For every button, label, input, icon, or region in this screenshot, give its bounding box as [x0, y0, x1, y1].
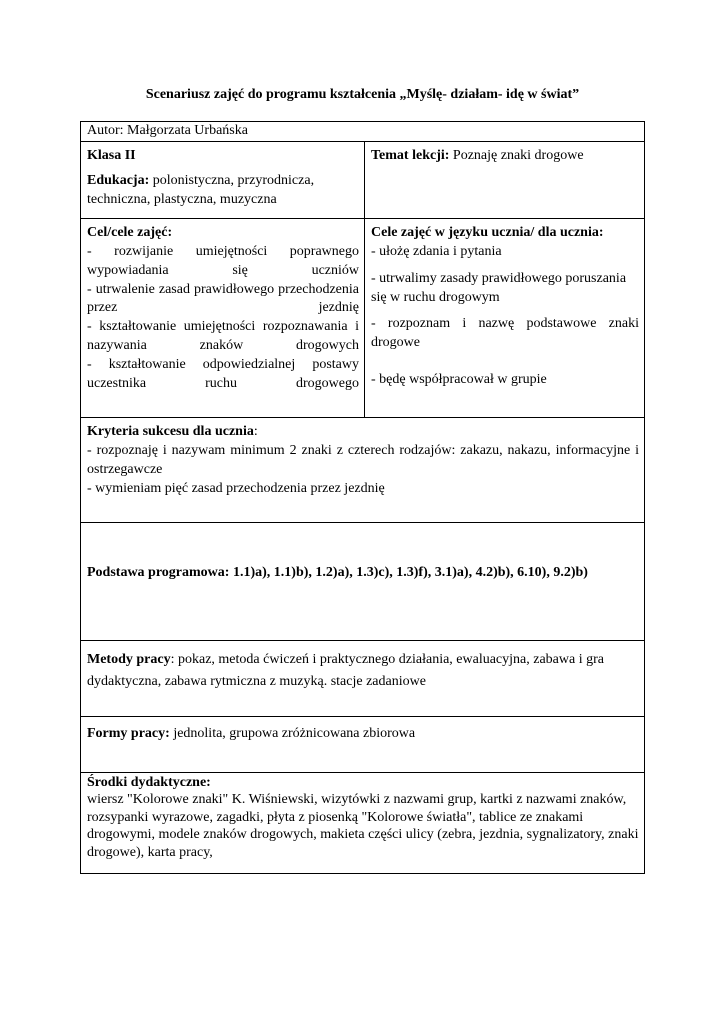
criteria-item: - rozpoznaję i nazywam minimum 2 znaki z czterech rodzajów: zakazu, nakazu, informacyjne i ostrzegawcze — [87, 442, 640, 477]
student-goal-item: - będę współpracował w grupie — [371, 372, 547, 388]
methods-text — [87, 649, 639, 692]
goal-item: - utrwalenie zasad prawidłowego przechodzenia przez jezdnię — [87, 281, 359, 316]
topic-value: Poznaję znaki drogowe — [449, 147, 584, 163]
education-label: Edukacja: — [87, 172, 150, 188]
methods-row — [81, 640, 645, 716]
methods-cell — [81, 640, 645, 716]
author-cell — [81, 122, 645, 142]
goals-label: Cel/cele zajęć: — [87, 224, 173, 240]
criteria-label: Kryteria sukcesu dla ucznia — [87, 423, 254, 439]
aids-row — [81, 772, 645, 873]
goals-row — [81, 218, 645, 417]
forms-text — [87, 725, 639, 744]
goal-item: - kształtowanie odpowiedzialnej postawy uczestnika ruchu drogowego — [87, 357, 359, 392]
lesson-plan-table — [80, 121, 645, 874]
methods-value: : pokaz, metoda ćwiczeń i praktycznego działania, ewaluacyjna, zabawa i gra dydaktyczna, zabawa rytmiczna z muzyką. stacje zadaniowe — [87, 651, 604, 689]
criteria-row — [81, 417, 645, 522]
student-goal-item: - rozpoznam i nazwę podstawowe znaki drogowe — [371, 316, 640, 351]
program-text — [87, 564, 639, 583]
student-goals-label: Cele zajęć w języku ucznia/ dla ucznia: — [371, 224, 604, 240]
criteria-colon: : — [253, 423, 258, 439]
forms-cell — [81, 716, 645, 772]
goal-item: - kształtowanie umiejętności rozpoznawania i nazywania znaków drogowych — [87, 319, 359, 354]
goals-cell — [81, 218, 365, 417]
student-goals-cell — [365, 218, 645, 417]
program-value: 1.1)a), 1.1)b), 1.2)a), 1.3)c), 1.3)f), 3.1)a), 4.2)b), 6.10), 9.2)b) — [229, 565, 588, 581]
class-topic-row — [81, 141, 645, 218]
criteria-item: - wymieniam pięć zasad przechodzenia przez jezdnię — [87, 480, 385, 496]
class-label: Klasa II — [87, 147, 136, 163]
program-label: Podstawa programowa: — [87, 565, 230, 581]
forms-label: Formy pracy: — [87, 725, 170, 741]
author-row — [81, 122, 645, 142]
education-value: polonistyczna, przyrodnicza, techniczna, plastyczna, muzyczna — [87, 172, 315, 207]
topic-text — [371, 147, 639, 166]
criteria-heading — [87, 423, 639, 442]
methods-label: Metody pracy — [87, 651, 171, 667]
author-text: Autor: Małgorzata Urbańska — [87, 123, 248, 138]
topic-label: Temat lekcji: — [371, 147, 450, 163]
education-text — [87, 172, 359, 210]
aids-label: Środki dydaktyczne: — [87, 774, 211, 790]
criteria-cell — [81, 417, 645, 522]
forms-value: jednolita, grupowa zróżnicowana zbiorowa — [169, 725, 416, 741]
student-goal-item: - utrwalimy zasady prawidłowego poruszania się w ruchu drogowym — [371, 270, 627, 305]
program-cell — [81, 522, 645, 640]
aids-value: wiersz "Kolorowe znaki" K. Wiśniewski, wizytówki z nazwami grup, kartki z nazwami znaków, rozsypanki wyrazowe, zagadki, płyta z piosenką "Kolorowe światła", tablice ze znakami drogowymi, modele znaków drogowych, makieta części ulicy (zebra, jezdnia, sygnalizatory, znaki drogowe), karta pracy, — [87, 792, 639, 860]
program-row — [81, 522, 645, 640]
forms-row — [81, 716, 645, 772]
student-goal-item: - ułożę zdania i pytania — [371, 243, 502, 259]
class-cell — [81, 141, 365, 218]
document-title: Scenariusz zajęć do programu kształcenia „Myślę- działam- idę w świat” — [145, 87, 580, 102]
goal-item: - rozwijanie umiejętności poprawnego wypowiadania się uczniów — [87, 243, 359, 278]
topic-cell — [365, 141, 645, 218]
aids-cell — [81, 772, 645, 873]
